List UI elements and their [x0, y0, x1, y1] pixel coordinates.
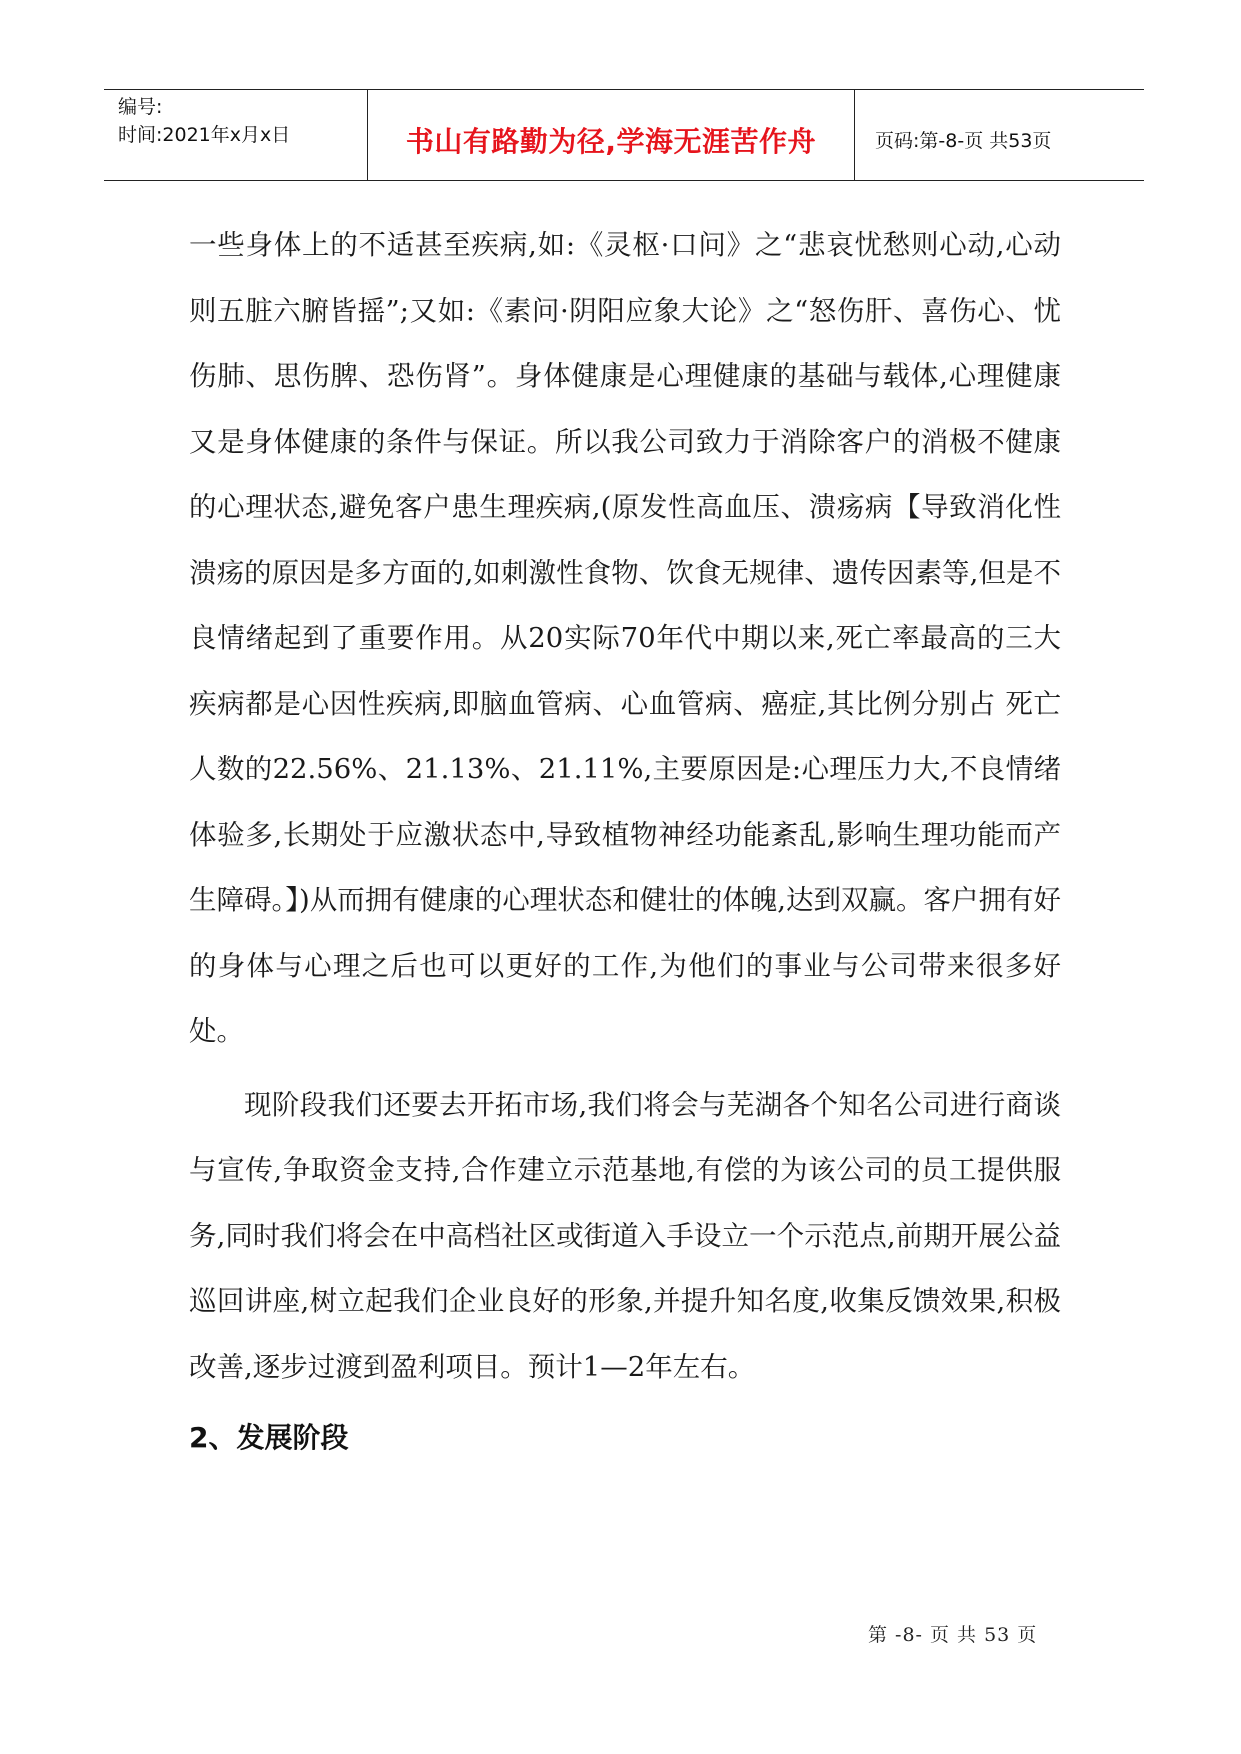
body-paragraph-1: 一些身体上的不适甚至疾病,如:《灵枢·口问》之“悲哀忧愁则心动,心动则五脏六腑皆摇”;又如:《素问·阴阳应象大论》之“怒伤肝、喜伤心、忧伤肺、思伤脾、恐伤肾”。身体健康是心理健康的基础与载体,心理健康又是身体健康的条件与保证。所以我公司致力于消除客户的消极不健康的心理状态,避免客户患生理疾病,(原发性高血压、溃疡病【导致消化性溃疡的原因是多方面的,如刺激性食物、饮食无规律、遗传因素等,但是不良情绪起到了重要作用。从20实际70年代中期以来,死亡率最高的三大疾病都是心因性疾病,即脑血管病、心血管病、癌症,其比例分别占 死亡人数的22.56%、21.13%、21.11%,主要原因是:心理压力大,不良情绪体验多,长期处于应激状态中,导致植物神经功能紊乱,影响生理功能而产生障碍。】)从而拥有健康的心理状态和健壮的体魄,达到双赢。客户拥有好的身体与心理之后也可以更好的工作,为他们的事业与公司带来很多好处。 [189, 229, 1061, 1047]
header-page-code: 页码:第-8-页 共53页 [875, 130, 1052, 152]
document-header [104, 89, 1144, 181]
header-motto-cell [368, 90, 855, 180]
header-page-cell [855, 90, 1144, 180]
document-time-label: 时间:2021年x月x日 [118, 124, 291, 146]
document-body [189, 213, 1061, 1466]
header-meta-cell [104, 90, 368, 180]
footer-page-indicator: 第 -8- 页 共 53 页 [868, 1624, 1038, 1646]
document-number-label: 编号: [118, 96, 163, 118]
body-paragraph-2: 现阶段我们还要去开拓市场,我们将会与芜湖各个知名公司进行商谈与宣传,争取资金支持,合作建立示范基地,有偿的为该公司的员工提供服务,同时我们将会在中高档社区或街道入手设立一个示范点,前期开展公益巡回讲座,树立起我们企业良好的形象,并提升知名度,收集反馈效果,积极改善,逐步过渡到盈利项目。预计1—2年左右。 [189, 1088, 1061, 1383]
section-heading: 2、发展阶段 [189, 1421, 349, 1454]
header-motto: 书山有路勤为径,学海无涯苦作舟 [405, 125, 817, 158]
